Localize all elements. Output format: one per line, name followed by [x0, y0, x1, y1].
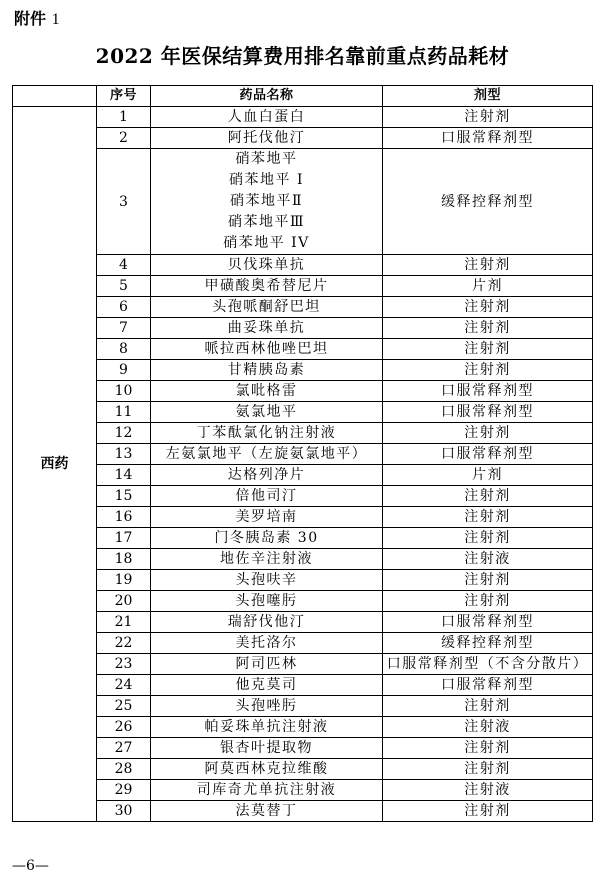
row-number: 26	[97, 717, 151, 738]
table-row	[13, 276, 593, 297]
row-number: 6	[97, 297, 151, 318]
drug-name: 氯吡格雷	[151, 381, 383, 402]
drug-name: 美罗培南	[151, 507, 383, 528]
drug-name: 帕妥珠单抗注射液	[151, 717, 383, 738]
drug-name: 左氨氯地平（左旋氨氯地平）	[151, 444, 383, 465]
dosage-form: 注射剂	[383, 423, 593, 444]
drug-name: 贝伐珠单抗	[151, 255, 383, 276]
row-number: 15	[97, 486, 151, 507]
attachment-number: 1	[51, 11, 60, 28]
dosage-form: 注射剂	[383, 528, 593, 549]
row-number: 2	[97, 128, 151, 149]
drug-name: 司库奇尤单抗注射液	[151, 780, 383, 801]
drug-name: 银杏叶提取物	[151, 738, 383, 759]
attachment-label	[14, 6, 60, 29]
drug-name: 头孢唑肟	[151, 696, 383, 717]
drug-name: 甘精胰岛素	[151, 360, 383, 381]
table-row	[13, 318, 593, 339]
table-row	[13, 255, 593, 276]
drug-name-line: 硝苯地平	[235, 151, 298, 167]
dosage-form: 注射剂	[383, 486, 593, 507]
row-number: 25	[97, 696, 151, 717]
table-row	[13, 465, 593, 486]
dosage-form: 注射剂	[383, 107, 593, 128]
table-row	[13, 738, 593, 759]
page-number: —6—	[12, 858, 49, 874]
dosage-form: 口服常释剂型	[383, 612, 593, 633]
dosage-form: 缓释控释剂型	[383, 149, 593, 255]
dosage-form: 口服常释剂型	[383, 675, 593, 696]
drug-name: 倍他司汀	[151, 486, 383, 507]
dosage-form: 注射剂	[383, 738, 593, 759]
row-number: 19	[97, 570, 151, 591]
row-number: 29	[97, 780, 151, 801]
row-number: 22	[97, 633, 151, 654]
table-row	[13, 423, 593, 444]
table-row	[13, 612, 593, 633]
row-number: 10	[97, 381, 151, 402]
drug-name: 阿司匹林	[151, 654, 383, 675]
header-name: 药品名称	[151, 86, 383, 107]
dosage-form: 注射剂	[383, 255, 593, 276]
row-number: 12	[97, 423, 151, 444]
drug-name: 甲磺酸奥希替尼片	[151, 276, 383, 297]
table-row	[13, 801, 593, 822]
row-number: 14	[97, 465, 151, 486]
drug-name: 门冬胰岛素 30	[151, 528, 383, 549]
drug-name-line: 硝苯地平 IV	[223, 235, 310, 251]
drug-name-line: 硝苯地平 I	[229, 172, 304, 188]
table-row	[13, 759, 593, 780]
category-header-cell	[13, 86, 97, 107]
dosage-form: 注射剂	[383, 570, 593, 591]
table-row	[13, 633, 593, 654]
row-number: 30	[97, 801, 151, 822]
row-number: 1	[97, 107, 151, 128]
dosage-form: 口服常释剂型	[383, 381, 593, 402]
table-row	[13, 128, 593, 149]
row-number: 20	[97, 591, 151, 612]
row-number: 7	[97, 318, 151, 339]
row-number: 28	[97, 759, 151, 780]
table-row	[13, 486, 593, 507]
table-row	[13, 717, 593, 738]
drug-name: 头孢噻肟	[151, 591, 383, 612]
drug-name	[151, 149, 383, 255]
drug-name: 达格列净片	[151, 465, 383, 486]
row-number: 3	[97, 149, 151, 255]
header-no: 序号	[97, 86, 151, 107]
drug-name: 哌拉西林他唑巴坦	[151, 339, 383, 360]
dosage-form: 口服常释剂型	[383, 128, 593, 149]
drug-name: 头孢呋辛	[151, 570, 383, 591]
drug-name: 丁苯酞氯化钠注射液	[151, 423, 383, 444]
row-number: 9	[97, 360, 151, 381]
table-row	[13, 675, 593, 696]
header-row	[13, 86, 593, 107]
table-row	[13, 507, 593, 528]
table-row	[13, 654, 593, 675]
row-number: 16	[97, 507, 151, 528]
table-row	[13, 528, 593, 549]
drug-name: 阿托伐他汀	[151, 128, 383, 149]
row-number: 13	[97, 444, 151, 465]
drug-name: 法莫替丁	[151, 801, 383, 822]
row-number: 17	[97, 528, 151, 549]
dosage-form: 注射剂	[383, 591, 593, 612]
table-row	[13, 360, 593, 381]
table-row	[13, 339, 593, 360]
row-number: 5	[97, 276, 151, 297]
table-row	[13, 381, 593, 402]
row-number: 11	[97, 402, 151, 423]
dosage-form: 注射剂	[383, 801, 593, 822]
dosage-form: 注射剂	[383, 318, 593, 339]
row-number: 23	[97, 654, 151, 675]
table-row	[13, 107, 593, 128]
dosage-form: 口服常释剂型	[383, 444, 593, 465]
dosage-form: 注射液	[383, 549, 593, 570]
dosage-form: 口服常释剂型	[383, 402, 593, 423]
table-row	[13, 402, 593, 423]
drug-name: 曲妥珠单抗	[151, 318, 383, 339]
table-row	[13, 570, 593, 591]
drug-name: 阿莫西林克拉维酸	[151, 759, 383, 780]
dosage-form: 注射剂	[383, 339, 593, 360]
dosage-form: 注射剂	[383, 360, 593, 381]
row-number: 4	[97, 255, 151, 276]
row-number: 18	[97, 549, 151, 570]
drug-name: 瑞舒伐他汀	[151, 612, 383, 633]
table-row	[13, 696, 593, 717]
row-number: 21	[97, 612, 151, 633]
drug-name: 头孢哌酮舒巴坦	[151, 297, 383, 318]
row-number: 24	[97, 675, 151, 696]
dosage-form: 缓释控释剂型	[383, 633, 593, 654]
attachment-word: 附件	[14, 9, 47, 28]
dosage-form: 注射剂	[383, 759, 593, 780]
drug-name: 美托洛尔	[151, 633, 383, 654]
drug-name: 他克莫司	[151, 675, 383, 696]
dosage-form: 注射液	[383, 717, 593, 738]
drug-name: 地佐辛注射液	[151, 549, 383, 570]
table-row	[13, 549, 593, 570]
dosage-form: 注射剂	[383, 297, 593, 318]
dosage-form: 注射液	[383, 780, 593, 801]
category-cell: 西药	[13, 107, 97, 822]
dosage-form: 注射剂	[383, 696, 593, 717]
dosage-form: 口服常释剂型（不含分散片）	[383, 654, 593, 675]
table-row	[13, 149, 593, 255]
table-row	[13, 444, 593, 465]
drug-name-line: 硝苯地平Ⅱ	[229, 193, 303, 209]
page-title: 2022 年医保结算费用排名靠前重点药品耗材	[95, 44, 510, 68]
drug-name-line: 硝苯地平Ⅲ	[227, 214, 305, 230]
drug-name: 氨氯地平	[151, 402, 383, 423]
drug-name: 人血白蛋白	[151, 107, 383, 128]
row-number: 27	[97, 738, 151, 759]
table-row	[13, 297, 593, 318]
drug-table	[12, 85, 593, 822]
dosage-form: 注射剂	[383, 507, 593, 528]
table-row	[13, 591, 593, 612]
header-form: 剂型	[383, 86, 593, 107]
drug-table-body	[13, 86, 593, 822]
dosage-form: 片剂	[383, 276, 593, 297]
table-row	[13, 780, 593, 801]
dosage-form: 片剂	[383, 465, 593, 486]
row-number: 8	[97, 339, 151, 360]
